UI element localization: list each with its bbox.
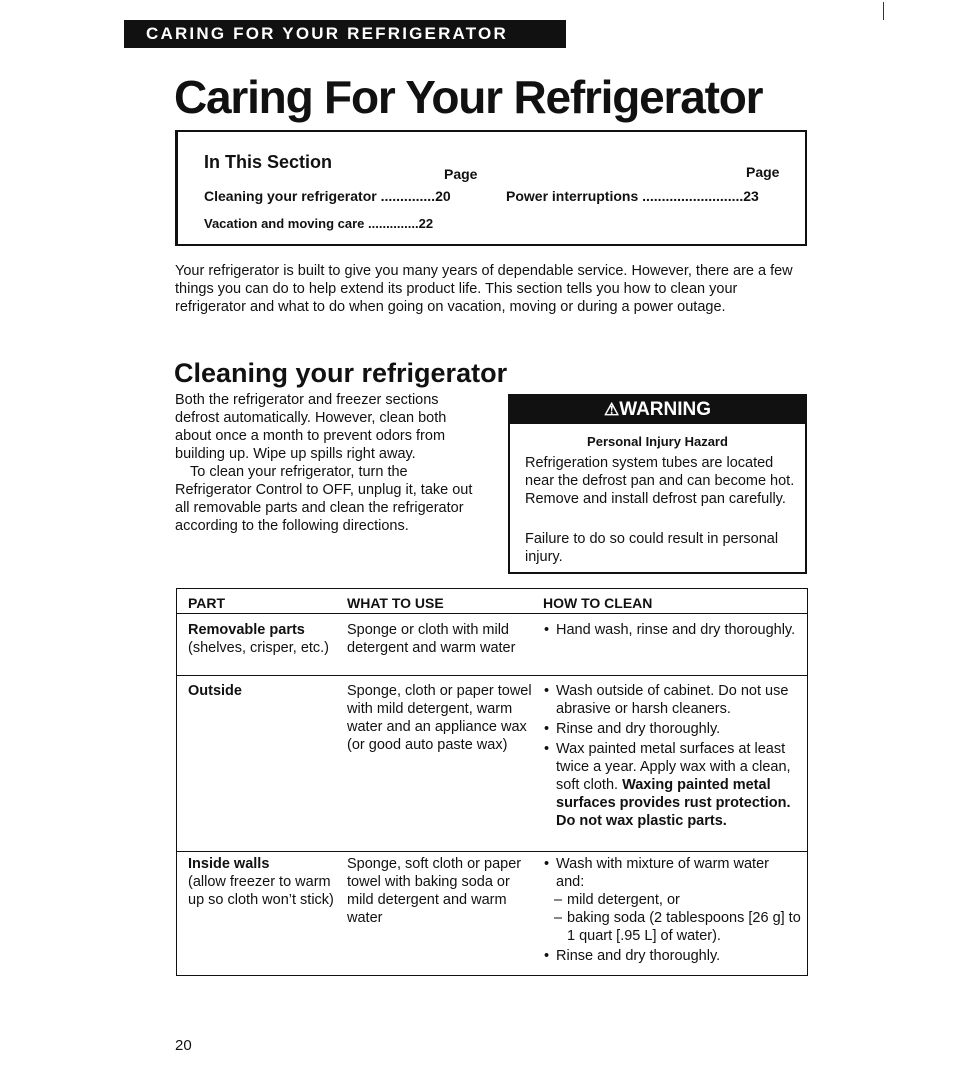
table-row-outside-how: • Wash outside of cabinet. Do not use abrasive or harsh cleaners. • Rinse and dry thoroughly. • Wax painted metal surfaces at least twice a year. Apply wax with a clean, soft cloth. Waxing painted metal surfaces provides rust protection. Do not wax plastic parts. xyxy=(544,683,791,829)
table-row-inside-how: • Wash with mixture of warm water and: – mild detergent, or – baking soda (2 tablespoons [26 g] to 1 quart [.95 L] of water). • Rinse and dry thoroughly. xyxy=(544,856,801,964)
toc-page-label-left: Page xyxy=(444,166,478,182)
toc-entry-power[interactable]: Power interruptions ..........................23 xyxy=(506,188,759,204)
margin-mark xyxy=(883,2,884,20)
table-row-removable-part: Removable parts (shelves, crisper, etc.) xyxy=(188,622,330,656)
table-row-inside-use: Sponge, soft cloth or paper towel with baking soda or mild detergent and warm water xyxy=(347,856,522,926)
page-title: Caring For Your Refrigerator xyxy=(174,71,763,123)
toc-entry-vacation[interactable]: Vacation and moving care ..............22 xyxy=(204,216,434,231)
table-row-outside-part: Outside xyxy=(188,683,242,699)
table-row-outside-use: Sponge, cloth or paper towel with mild detergent, warm water and an appliance wax (or good auto paste wax) xyxy=(347,683,532,753)
bullet-icon: • xyxy=(544,683,550,699)
warning-banner xyxy=(510,396,805,424)
table-header-what-to-use: WHAT TO USE xyxy=(347,595,444,611)
table-divider xyxy=(177,851,807,852)
table-divider xyxy=(177,675,807,676)
table-row-removable-how: • Hand wash, rinse and dry thoroughly. xyxy=(544,622,796,638)
bullet-icon: • xyxy=(544,721,550,737)
toc-entry-cleaning[interactable]: Cleaning your refrigerator ..............20 xyxy=(204,188,451,204)
table-row-inside-part: Inside walls (allow freezer to warm up so cloth won’t stick) xyxy=(188,856,334,908)
warning-label: WARNING xyxy=(619,399,712,420)
table-header-how-to-clean: HOW TO CLEAN xyxy=(543,595,653,611)
bullet-icon: • xyxy=(544,622,550,638)
section-heading-cleaning: Cleaning your refrigerator xyxy=(174,358,508,388)
cleaning-paragraph-2: To clean your refrigerator, turn the Refrigerator Control to OFF, unplug it, take out all removable parts and clean the refrigerator according to the following directions. xyxy=(175,464,473,534)
page-number: 20 xyxy=(175,1037,192,1054)
warning-hazard-title: Personal Injury Hazard xyxy=(587,434,728,449)
table-row-removable-use: Sponge or cloth with mild detergent and warm water xyxy=(347,622,516,656)
bullet-icon: • xyxy=(544,741,550,757)
dash-icon: – xyxy=(554,892,563,908)
warning-text-1: Refrigeration system tubes are located near the defrost pan and can become hot. Remove and install defrost pan carefully. xyxy=(525,455,795,507)
bullet-icon: • xyxy=(544,856,550,872)
intro-paragraph: Your refrigerator is built to give you many years of dependable service. However, there are a few things you can do to help extend its product life. This section tells you how to clean your refrigerator and what to do when going on vacation, moving or during a power outage. xyxy=(175,263,793,315)
cleaning-table xyxy=(176,588,808,976)
warning-triangle-icon: ⚠ xyxy=(603,400,620,419)
toc-heading: In This Section xyxy=(204,152,333,172)
section-banner: CARING FOR YOUR REFRIGERATOR xyxy=(124,20,566,48)
cleaning-body xyxy=(175,391,475,535)
cleaning-paragraph-1: Both the refrigerator and freezer sections defrost automatically. However, clean both about once a month to prevent odors from building up. Wipe up spills right away. xyxy=(175,392,447,462)
warning-box xyxy=(508,394,807,574)
toc-box xyxy=(175,130,807,246)
table-divider xyxy=(177,613,807,614)
warning-text-2: Failure to do so could result in personal injury. xyxy=(525,531,779,565)
dash-icon: – xyxy=(554,910,563,926)
bullet-icon: • xyxy=(544,948,550,964)
toc-page-label-right: Page xyxy=(746,164,780,180)
table-header-part: PART xyxy=(188,595,226,611)
